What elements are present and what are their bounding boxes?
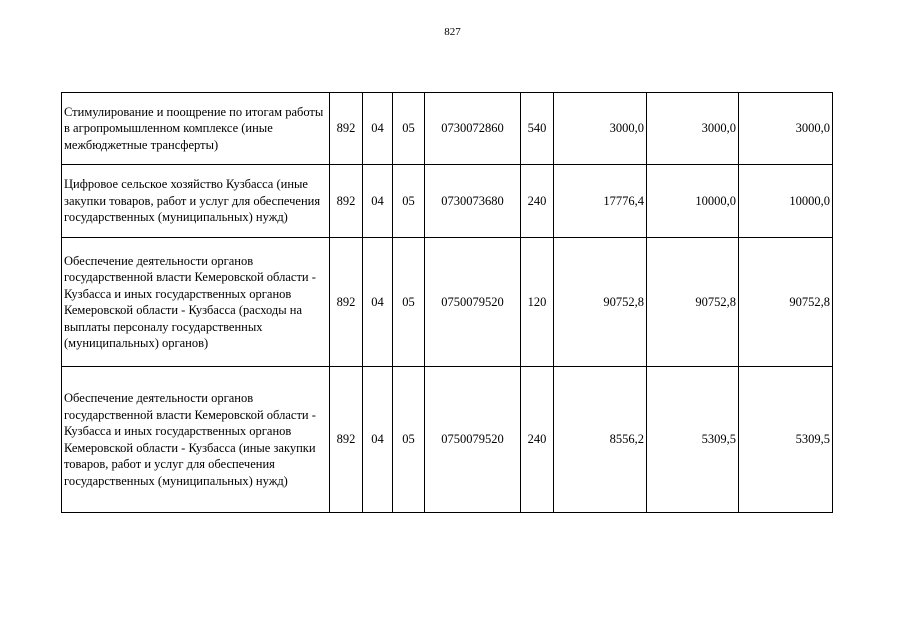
page-number: 827 — [444, 26, 461, 38]
section-code: 04 — [363, 367, 393, 513]
subsection-code: 05 — [393, 93, 425, 165]
target-article: 0750079520 — [425, 367, 521, 513]
row-description: Цифровое сельское хозяйство Кузбасса (иные закупки товаров, работ и услуг для обеспечения государственных (муниципальных) нужд) — [62, 165, 330, 238]
table-row — [62, 367, 833, 513]
amount-year1: 3000,0 — [554, 93, 647, 165]
subsection-code: 05 — [393, 165, 425, 238]
row-description: Обеспечение деятельности органов государственной власти Кемеровской области - Кузбасса и иных государственных органов Кемеровской области - Кузбасса (иные закупки товаров, работ и услуг для обеспечения государственных (муниципальных) нужд) — [62, 367, 330, 513]
expense-type: 240 — [521, 165, 554, 238]
amount-year2: 5309,5 — [647, 367, 739, 513]
target-article: 0730072860 — [425, 93, 521, 165]
subsection-code: 05 — [393, 238, 425, 367]
expense-type: 540 — [521, 93, 554, 165]
ministry-code: 892 — [330, 93, 363, 165]
target-article: 0730073680 — [425, 165, 521, 238]
section-code: 04 — [363, 238, 393, 367]
section-code: 04 — [363, 93, 393, 165]
expense-type: 240 — [521, 367, 554, 513]
budget-table — [61, 92, 833, 513]
table-row — [62, 165, 833, 238]
amount-year1: 90752,8 — [554, 238, 647, 367]
amount-year3: 5309,5 — [739, 367, 833, 513]
row-description: Стимулирование и поощрение по итогам работы в агропромышленном комплексе (иные межбюджетные трансферты) — [62, 93, 330, 165]
target-article: 0750079520 — [425, 238, 521, 367]
table-row — [62, 238, 833, 367]
amount-year3: 10000,0 — [739, 165, 833, 238]
amount-year3: 3000,0 — [739, 93, 833, 165]
ministry-code: 892 — [330, 165, 363, 238]
row-description: Обеспечение деятельности органов государственной власти Кемеровской области - Кузбасса и иных государственных органов Кемеровской области - Кузбасса (расходы на выплаты персоналу государственных (муниципальных) органов) — [62, 238, 330, 367]
amount-year1: 17776,4 — [554, 165, 647, 238]
amount-year2: 10000,0 — [647, 165, 739, 238]
table-row — [62, 93, 833, 165]
expense-type: 120 — [521, 238, 554, 367]
amount-year2: 3000,0 — [647, 93, 739, 165]
amount-year1: 8556,2 — [554, 367, 647, 513]
section-code: 04 — [363, 165, 393, 238]
amount-year2: 90752,8 — [647, 238, 739, 367]
subsection-code: 05 — [393, 367, 425, 513]
ministry-code: 892 — [330, 367, 363, 513]
ministry-code: 892 — [330, 238, 363, 367]
amount-year3: 90752,8 — [739, 238, 833, 367]
